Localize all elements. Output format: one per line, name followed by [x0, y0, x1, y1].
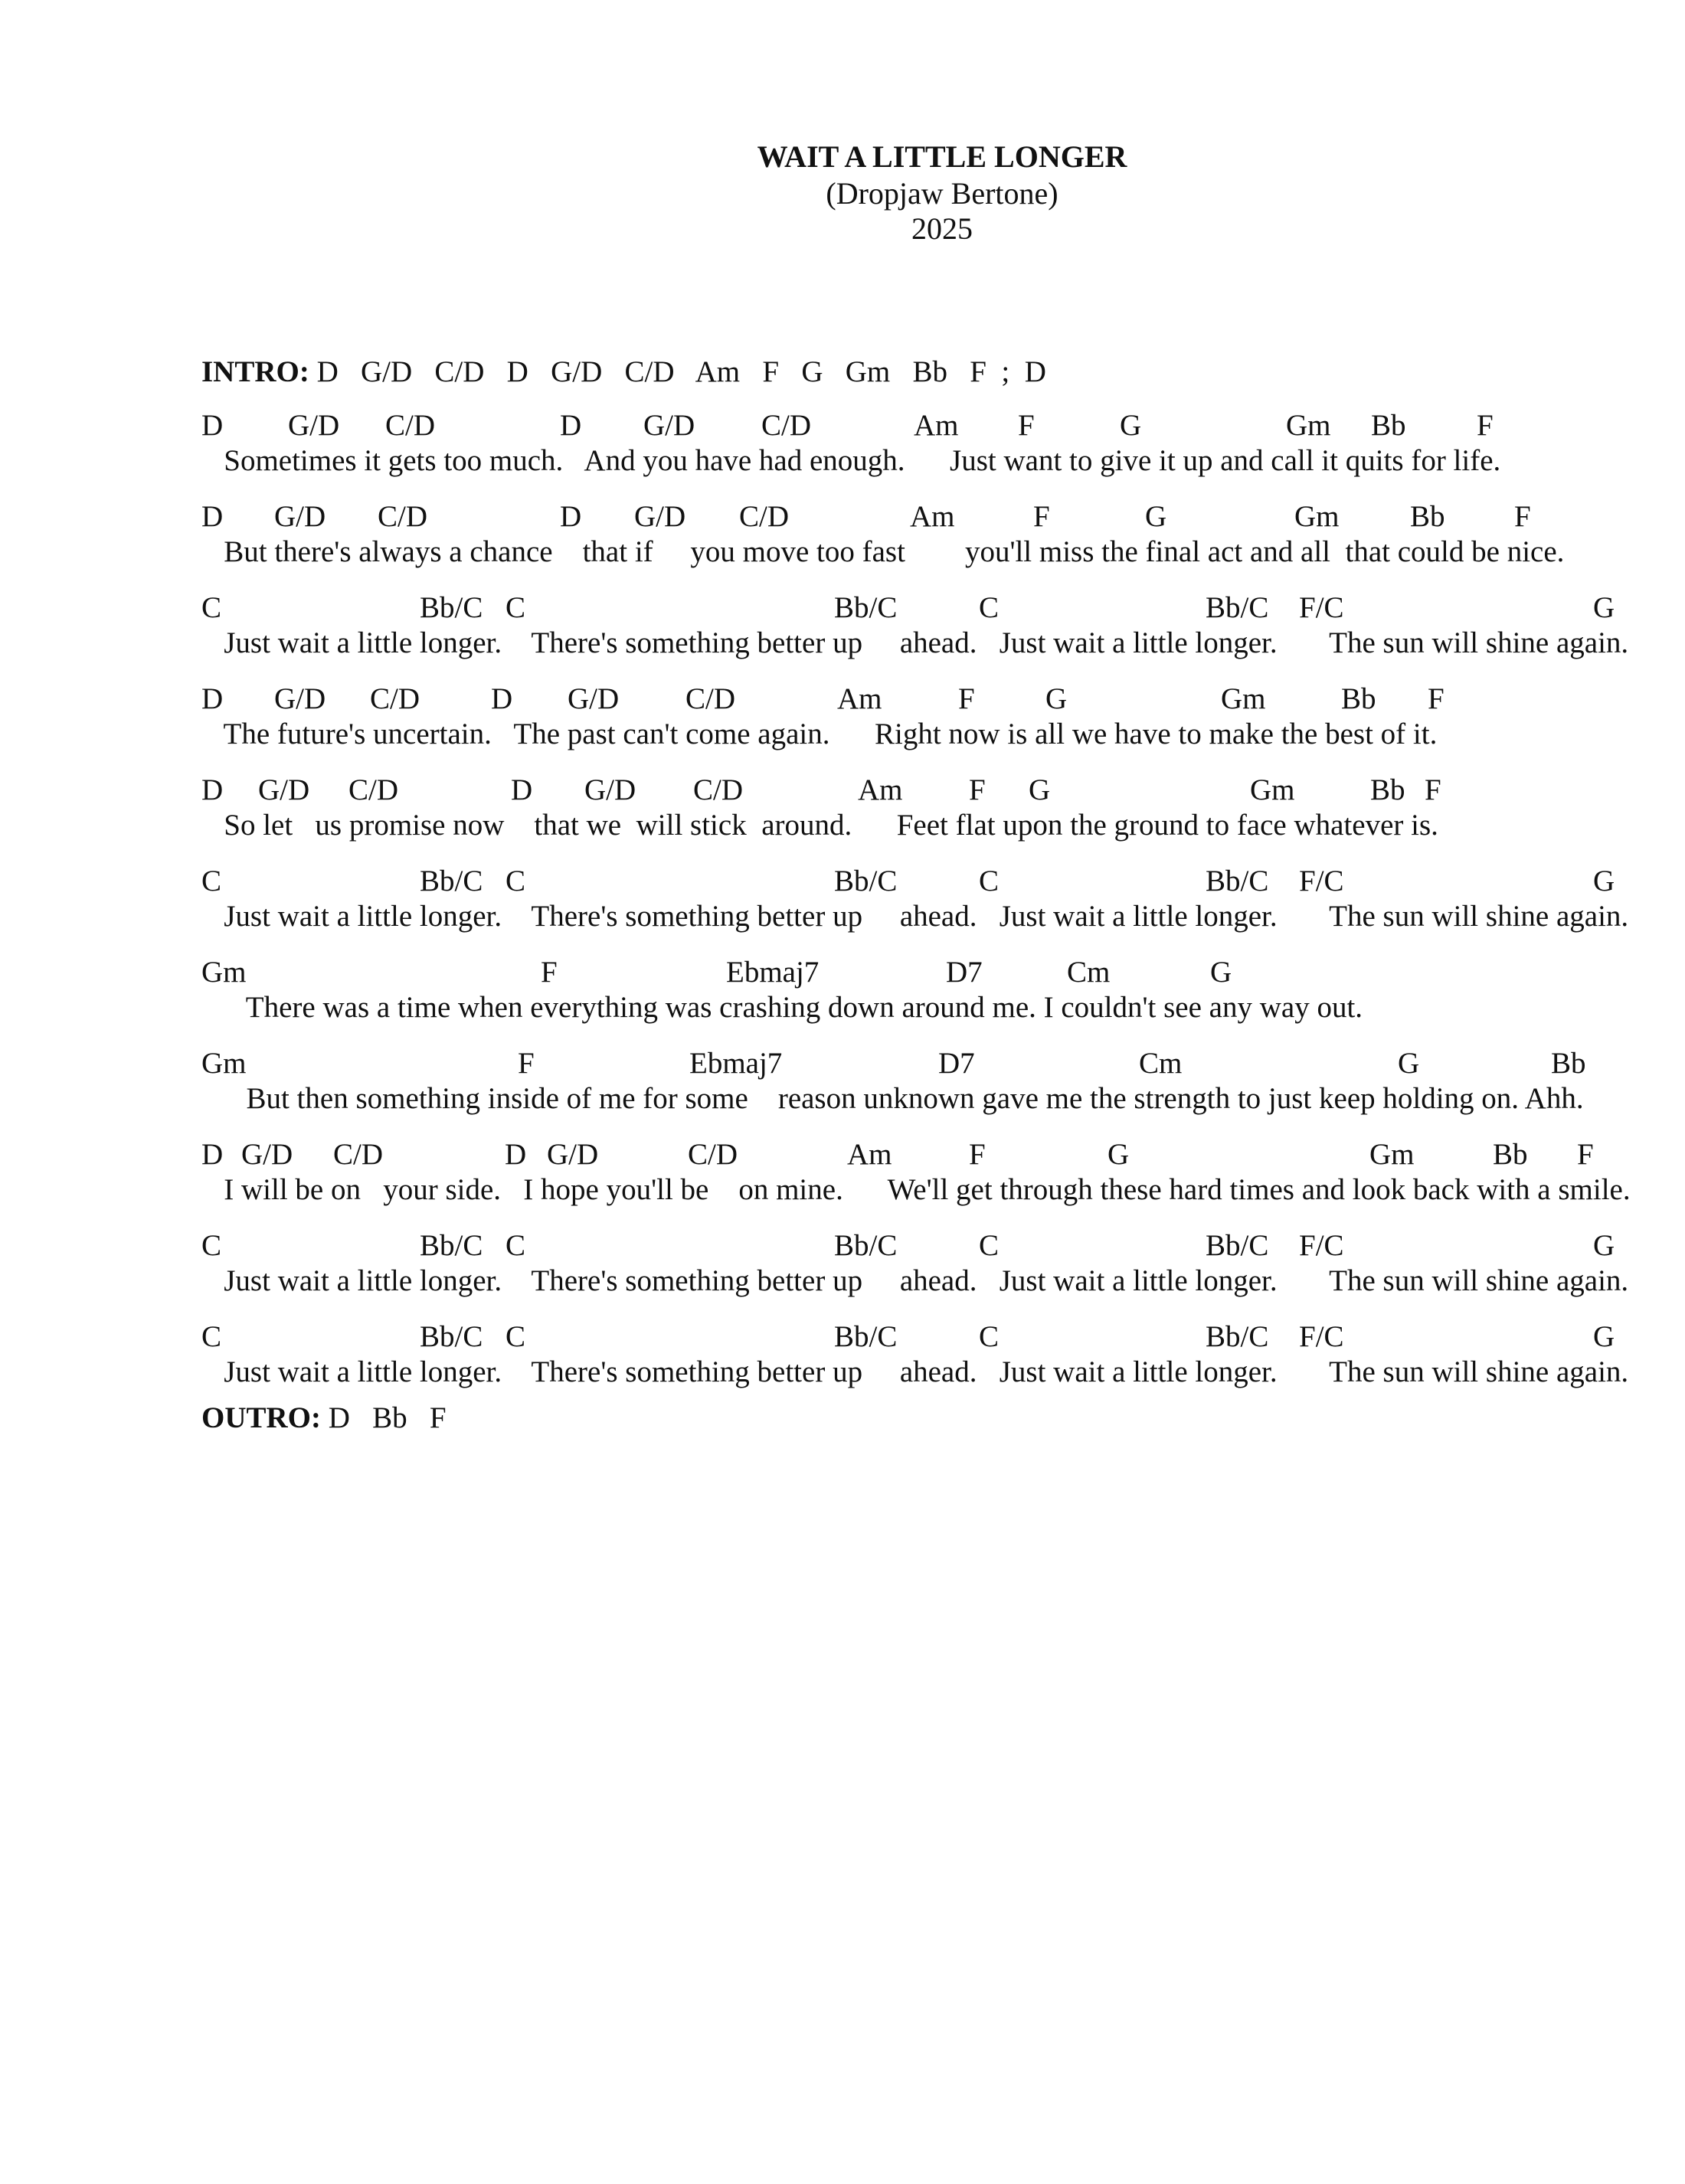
chord: C/D: [348, 773, 399, 806]
chord: Bb: [1551, 1047, 1586, 1080]
chord: C: [201, 1320, 222, 1353]
chord: F: [1425, 773, 1441, 806]
chord: C: [506, 591, 526, 624]
chord-line: [201, 502, 1657, 537]
chord: Bb/C: [834, 591, 898, 624]
chord: Gm: [1294, 500, 1340, 533]
lyric-line: The future's uncertain. The past can't come again. Right now is all we have to make the best of it.: [201, 718, 1438, 750]
chord: Gm: [1250, 773, 1295, 806]
chord: F: [541, 956, 558, 989]
chord: Bb/C: [834, 1229, 898, 1262]
chord: Bb/C: [420, 1320, 483, 1353]
chord: F: [1428, 682, 1445, 715]
chord: F: [1577, 1138, 1594, 1171]
chord: F: [1033, 500, 1050, 533]
lyric-line: There was a time when everything was crashing down around me. I couldn't see any way out.: [201, 991, 1363, 1024]
chord: G: [1029, 773, 1051, 806]
chord: G: [1593, 591, 1615, 624]
chord: G: [1593, 1229, 1615, 1262]
lyric-line: Just wait a little longer. There's something better up ahead. Just wait a little longer. The sun will shine again.: [201, 900, 1629, 933]
lyric-line: I will be on your side. I hope you'll be on mine. We'll get through these hard times and look back with a smile.: [201, 1173, 1631, 1206]
chord: D: [505, 1138, 527, 1171]
chord: F: [1477, 409, 1494, 442]
lyric-line: But then something inside of me for some reason unknown gave me the strength to just keep holding on. Ahh.: [201, 1082, 1584, 1115]
chord: G: [1210, 956, 1232, 989]
chord: F: [518, 1047, 535, 1080]
chord-sheet: [201, 357, 1657, 1434]
chord: Bb/C: [420, 865, 483, 897]
chord: Gm: [201, 1047, 247, 1080]
lyric-line: Just wait a little longer. There's something better up ahead. Just wait a little longer. The sun will shine again.: [201, 1264, 1629, 1297]
chord: F/C: [1299, 865, 1344, 897]
chord: F/C: [1299, 1320, 1344, 1353]
chord: G: [1398, 1047, 1420, 1080]
chord: C: [201, 865, 222, 897]
chord: Bb/C: [420, 1229, 483, 1262]
chord: C: [979, 1320, 1000, 1353]
chord: G/D: [643, 409, 695, 442]
chord: C/D: [693, 773, 744, 806]
chord-line: [201, 866, 1657, 901]
chord: C: [506, 865, 526, 897]
chord: D: [201, 409, 224, 442]
outro-line: [201, 1403, 1657, 1434]
chord: D: [560, 409, 582, 442]
chord: Bb: [1493, 1138, 1528, 1171]
chord: Am: [858, 773, 903, 806]
chord: Am: [910, 500, 955, 533]
chord: Ebmaj7: [689, 1047, 783, 1080]
chord: C: [506, 1229, 526, 1262]
chord-line: [201, 1231, 1657, 1266]
chord: D: [560, 500, 582, 533]
chord-line: [201, 1139, 1657, 1175]
chord: Bb/C: [1206, 1229, 1269, 1262]
lyric-line: Sometimes it gets too much. And you have had enough. Just want to give it up and call it quits for life.: [201, 444, 1501, 477]
chord: C/D: [385, 409, 436, 442]
chord: C: [201, 1229, 222, 1262]
chord: G/D: [274, 682, 326, 715]
chord-line: [201, 410, 1657, 446]
chord: Bb: [1371, 409, 1406, 442]
chord: G: [1593, 1320, 1615, 1353]
chord: D: [201, 682, 224, 715]
chord: G: [1045, 682, 1068, 715]
chord: D: [491, 682, 513, 715]
chord: Bb: [1341, 682, 1376, 715]
chord: G: [1108, 1138, 1130, 1171]
chord-line: [201, 1048, 1657, 1084]
chord: G/D: [241, 1138, 293, 1171]
chord: Bb/C: [1206, 1320, 1269, 1353]
chord: Am: [847, 1138, 892, 1171]
chord: C: [979, 1229, 1000, 1262]
song-artist: (Dropjaw Bertone): [826, 176, 1058, 211]
chord: G: [1593, 865, 1615, 897]
chord: C/D: [370, 682, 420, 715]
chord: Bb/C: [1206, 591, 1269, 624]
intro-label: INTRO:: [201, 355, 309, 388]
intro-line: [201, 357, 1657, 410]
chord: F/C: [1299, 591, 1344, 624]
chord-line: [201, 957, 1657, 992]
chord: D7: [938, 1047, 975, 1080]
lyric-line: Just wait a little longer. There's something better up ahead. Just wait a little longer. The sun will shine again.: [201, 1355, 1629, 1388]
chord: Am: [837, 682, 882, 715]
chord-line: [201, 1322, 1657, 1357]
chord: C/D: [333, 1138, 384, 1171]
chord: D: [201, 1138, 224, 1171]
chord: C: [979, 865, 1000, 897]
chord: Ebmaj7: [726, 956, 820, 989]
chord: C/D: [739, 500, 790, 533]
chord: D: [201, 500, 224, 533]
chord-line: [201, 775, 1657, 810]
outro-label: OUTRO:: [201, 1401, 321, 1434]
chord: Bb: [1410, 500, 1445, 533]
chord: Bb/C: [420, 591, 483, 624]
chord-line: [201, 684, 1657, 719]
chord: Cm: [1139, 1047, 1183, 1080]
chord: F: [1018, 409, 1035, 442]
outro-chords: D Bb F: [328, 1401, 447, 1434]
chord: G: [1120, 409, 1142, 442]
chord: G/D: [584, 773, 636, 806]
chord: G/D: [568, 682, 620, 715]
intro-chords: D G/D C/D D G/D C/D Am F G Gm Bb F ; D: [316, 355, 1046, 388]
chord: G: [1145, 500, 1167, 533]
chord: F: [969, 1138, 986, 1171]
lyric-line: Just wait a little longer. There's something better up ahead. Just wait a little longer. The sun will shine again.: [201, 626, 1629, 659]
chord: Bb/C: [834, 1320, 898, 1353]
chord: G/D: [258, 773, 310, 806]
lyric-line: So let us promise now that we will stick around. Feet flat upon the ground to face whatever is.: [201, 809, 1438, 842]
chord: F: [969, 773, 986, 806]
chord: C: [506, 1320, 526, 1353]
chord: D7: [946, 956, 983, 989]
chord: F: [1514, 500, 1531, 533]
song-year: 2025: [911, 211, 973, 246]
chord: C/D: [761, 409, 812, 442]
chord: C: [979, 591, 1000, 624]
chord: Gm: [1369, 1138, 1415, 1171]
chord: D: [201, 773, 224, 806]
chord: Cm: [1067, 956, 1111, 989]
chord: G/D: [274, 500, 326, 533]
chord: Bb/C: [834, 865, 898, 897]
chord: F/C: [1299, 1229, 1344, 1262]
song-header: [0, 138, 1685, 247]
chord: Gm: [1286, 409, 1331, 442]
chord-line: [201, 593, 1657, 628]
chord: Am: [914, 409, 959, 442]
chord: C/D: [685, 682, 736, 715]
chord: G/D: [288, 409, 340, 442]
lyric-line: But there's always a chance that if you move too fast you'll miss the final act and all that could be nice.: [201, 535, 1565, 568]
song-title: WAIT A LITTLE LONGER: [757, 139, 1127, 174]
chord: G/D: [634, 500, 686, 533]
chord: C: [201, 591, 222, 624]
chord: C/D: [688, 1138, 738, 1171]
chord: Gm: [1221, 682, 1266, 715]
chord: G/D: [547, 1138, 599, 1171]
chord: F: [958, 682, 975, 715]
chord: Gm: [201, 956, 247, 989]
chord: Bb: [1370, 773, 1405, 806]
chord: Bb/C: [1206, 865, 1269, 897]
chord: D: [511, 773, 533, 806]
chord: C/D: [378, 500, 428, 533]
